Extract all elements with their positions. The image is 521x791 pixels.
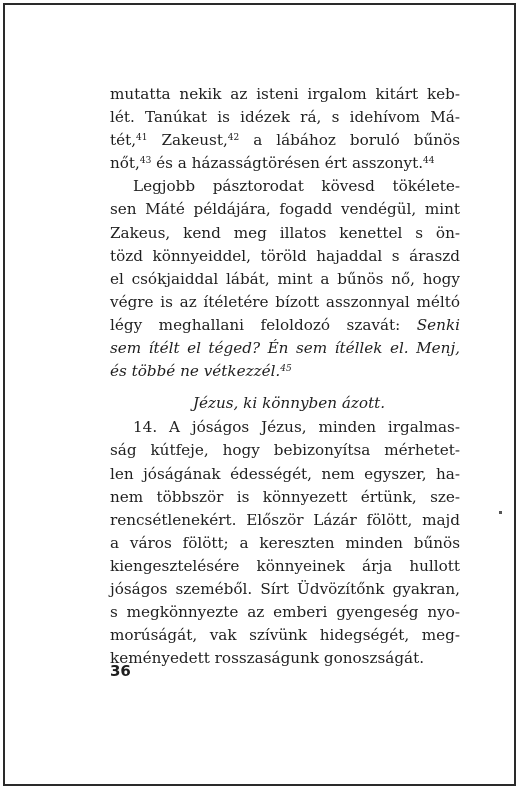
text-line: keményedett rosszaságunk gonoszságát. — [110, 649, 425, 668]
quote-line: sem ítélt el téged? Én sem ítéllek el. Menj, — [110, 339, 460, 358]
text-line: sen Máté példájára, fogadd vendégül, mint — [110, 200, 460, 219]
text-line: 14. A jóságos Jézus, minden irgalmas- — [133, 418, 460, 437]
page-number: 36 — [110, 662, 131, 680]
footnote-marker: 44 — [423, 156, 435, 167]
text-line: el csókjaiddal lábát, mint a bűnös nő, hogy — [110, 269, 460, 288]
text-line: jóságos szeméből. Sírt Üdvözítőnk gyakran, — [110, 579, 460, 598]
quote-line: és többé ne vétkezzél.$^{45}$ — [110, 362, 292, 381]
text-line: len jóságának édességét, nem egyszer, ha- — [110, 464, 460, 483]
body-text — [110, 83, 460, 670]
text-line: rencsétlenekért. Először Lázár fölött, majd — [110, 510, 460, 529]
text-line: a város fölött; a kereszten minden bűnös — [110, 533, 460, 552]
text-line: lét. Tanúkat is idézek rá, s idehívom Má- — [110, 108, 460, 127]
quote-text: Senki — [416, 315, 460, 334]
text-line: nem többször is könnyezett értünk, sze- — [110, 487, 460, 506]
text-line: ság kútfeje, hogy bebizonyítsa mérhetet- — [110, 441, 460, 460]
text-line: s megkönnyezte az emberi gyengeség nyo- — [110, 603, 460, 622]
text-line: Legjobb pásztorodat kövesd tökélete- — [133, 177, 460, 196]
text-line: kiengesztelésére könnyeinek árja hullott — [110, 556, 460, 575]
text-line: mutatta nekik az isteni irgalom kitárt keb- — [110, 85, 460, 103]
footnote-marker: 43 — [139, 156, 152, 167]
text-line: tözd könnyeiddel, töröld hajaddal s áraszd — [110, 246, 460, 265]
text-line: Zakeus, kend meg illatos kenettel s ön- — [110, 223, 460, 242]
text-line: végre is az ítéletére bízott asszonnyal méltó — [110, 292, 460, 311]
text-line: morúságát, vak szívünk hidegségét, meg- — [110, 626, 460, 645]
footnote-marker: 45 — [280, 364, 292, 375]
footnote-marker: 42 — [227, 133, 240, 144]
text-line: nőt,$^{43}$ és a házasságtörésen ért asszonyt.$^{44}$ — [110, 154, 435, 173]
scan-speck — [499, 511, 502, 514]
text-line: tét,$^{41}$ Zakeust,$^{42}$ a lábához boruló bűnös — [110, 131, 460, 150]
text-line: légy meghallani feloldozó szavát: Senki — [110, 315, 460, 334]
section-heading: Jézus, ki könnyben ázott. — [192, 394, 386, 413]
footnote-marker: 41 — [136, 133, 148, 144]
